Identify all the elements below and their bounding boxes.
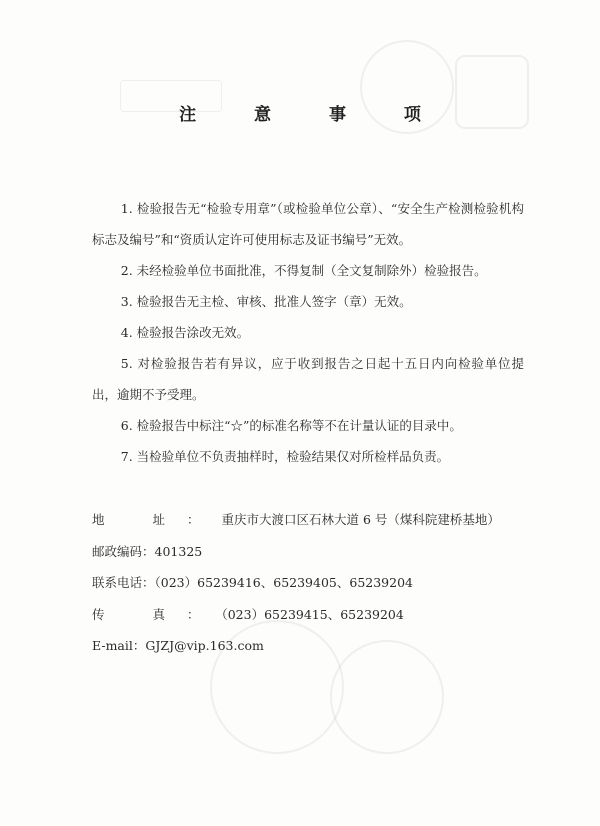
note-item: 1. 检验报告无“检验专用章”（或检验单位公章）、“安全生产检测检验机构标志及编号”和“资质认定许可使用标志及证书编号”无效。 bbox=[92, 201, 524, 247]
fax-value: （023）65239415、65239204 bbox=[221, 606, 404, 622]
email-label: E-mail： bbox=[92, 638, 146, 653]
email-row bbox=[92, 630, 532, 662]
postcode-value: 401325 bbox=[154, 543, 203, 559]
contact-block bbox=[92, 504, 532, 662]
fax-label: 传 真： bbox=[92, 606, 222, 622]
postcode-row bbox=[92, 536, 532, 568]
note-item: 6. 检验报告中标注“☆”的标准名称等不在计量认证的目录中。 bbox=[120, 418, 462, 433]
page-title: 注 意 事 项 bbox=[179, 105, 447, 125]
fax-row bbox=[92, 599, 532, 631]
address-label: 地 址： bbox=[92, 512, 222, 527]
email-value: GJZJ@vip.163.com bbox=[145, 638, 264, 653]
address-row bbox=[92, 504, 532, 536]
note-item: 2. 未经检验单位书面批准，不得复制（全文复制除外）检验报告。 bbox=[120, 263, 487, 278]
notes-list bbox=[92, 193, 524, 472]
note-item: 4. 检验报告涂改无效。 bbox=[120, 325, 250, 340]
note-item: 7. 当检验单位不负责抽样时，检验结果仅对所检样品负责。 bbox=[120, 449, 450, 464]
note-item: 5. 对检验报告若有异议，应于收到报告之日起十五日内向检验单位提出，逾期不予受理。 bbox=[92, 356, 524, 402]
phone-row bbox=[92, 567, 532, 599]
note-item: 3. 检验报告无主检、审核、批准人签字（章）无效。 bbox=[120, 294, 412, 309]
postcode-label: 邮政编码： bbox=[92, 543, 155, 559]
phone-label: 联系电话： bbox=[92, 575, 155, 590]
address-value: 重庆市大渡口区石林大道 6 号（煤科院建桥基地） bbox=[221, 512, 500, 527]
phone-value: （023）65239416、65239405、65239204 bbox=[154, 575, 413, 590]
